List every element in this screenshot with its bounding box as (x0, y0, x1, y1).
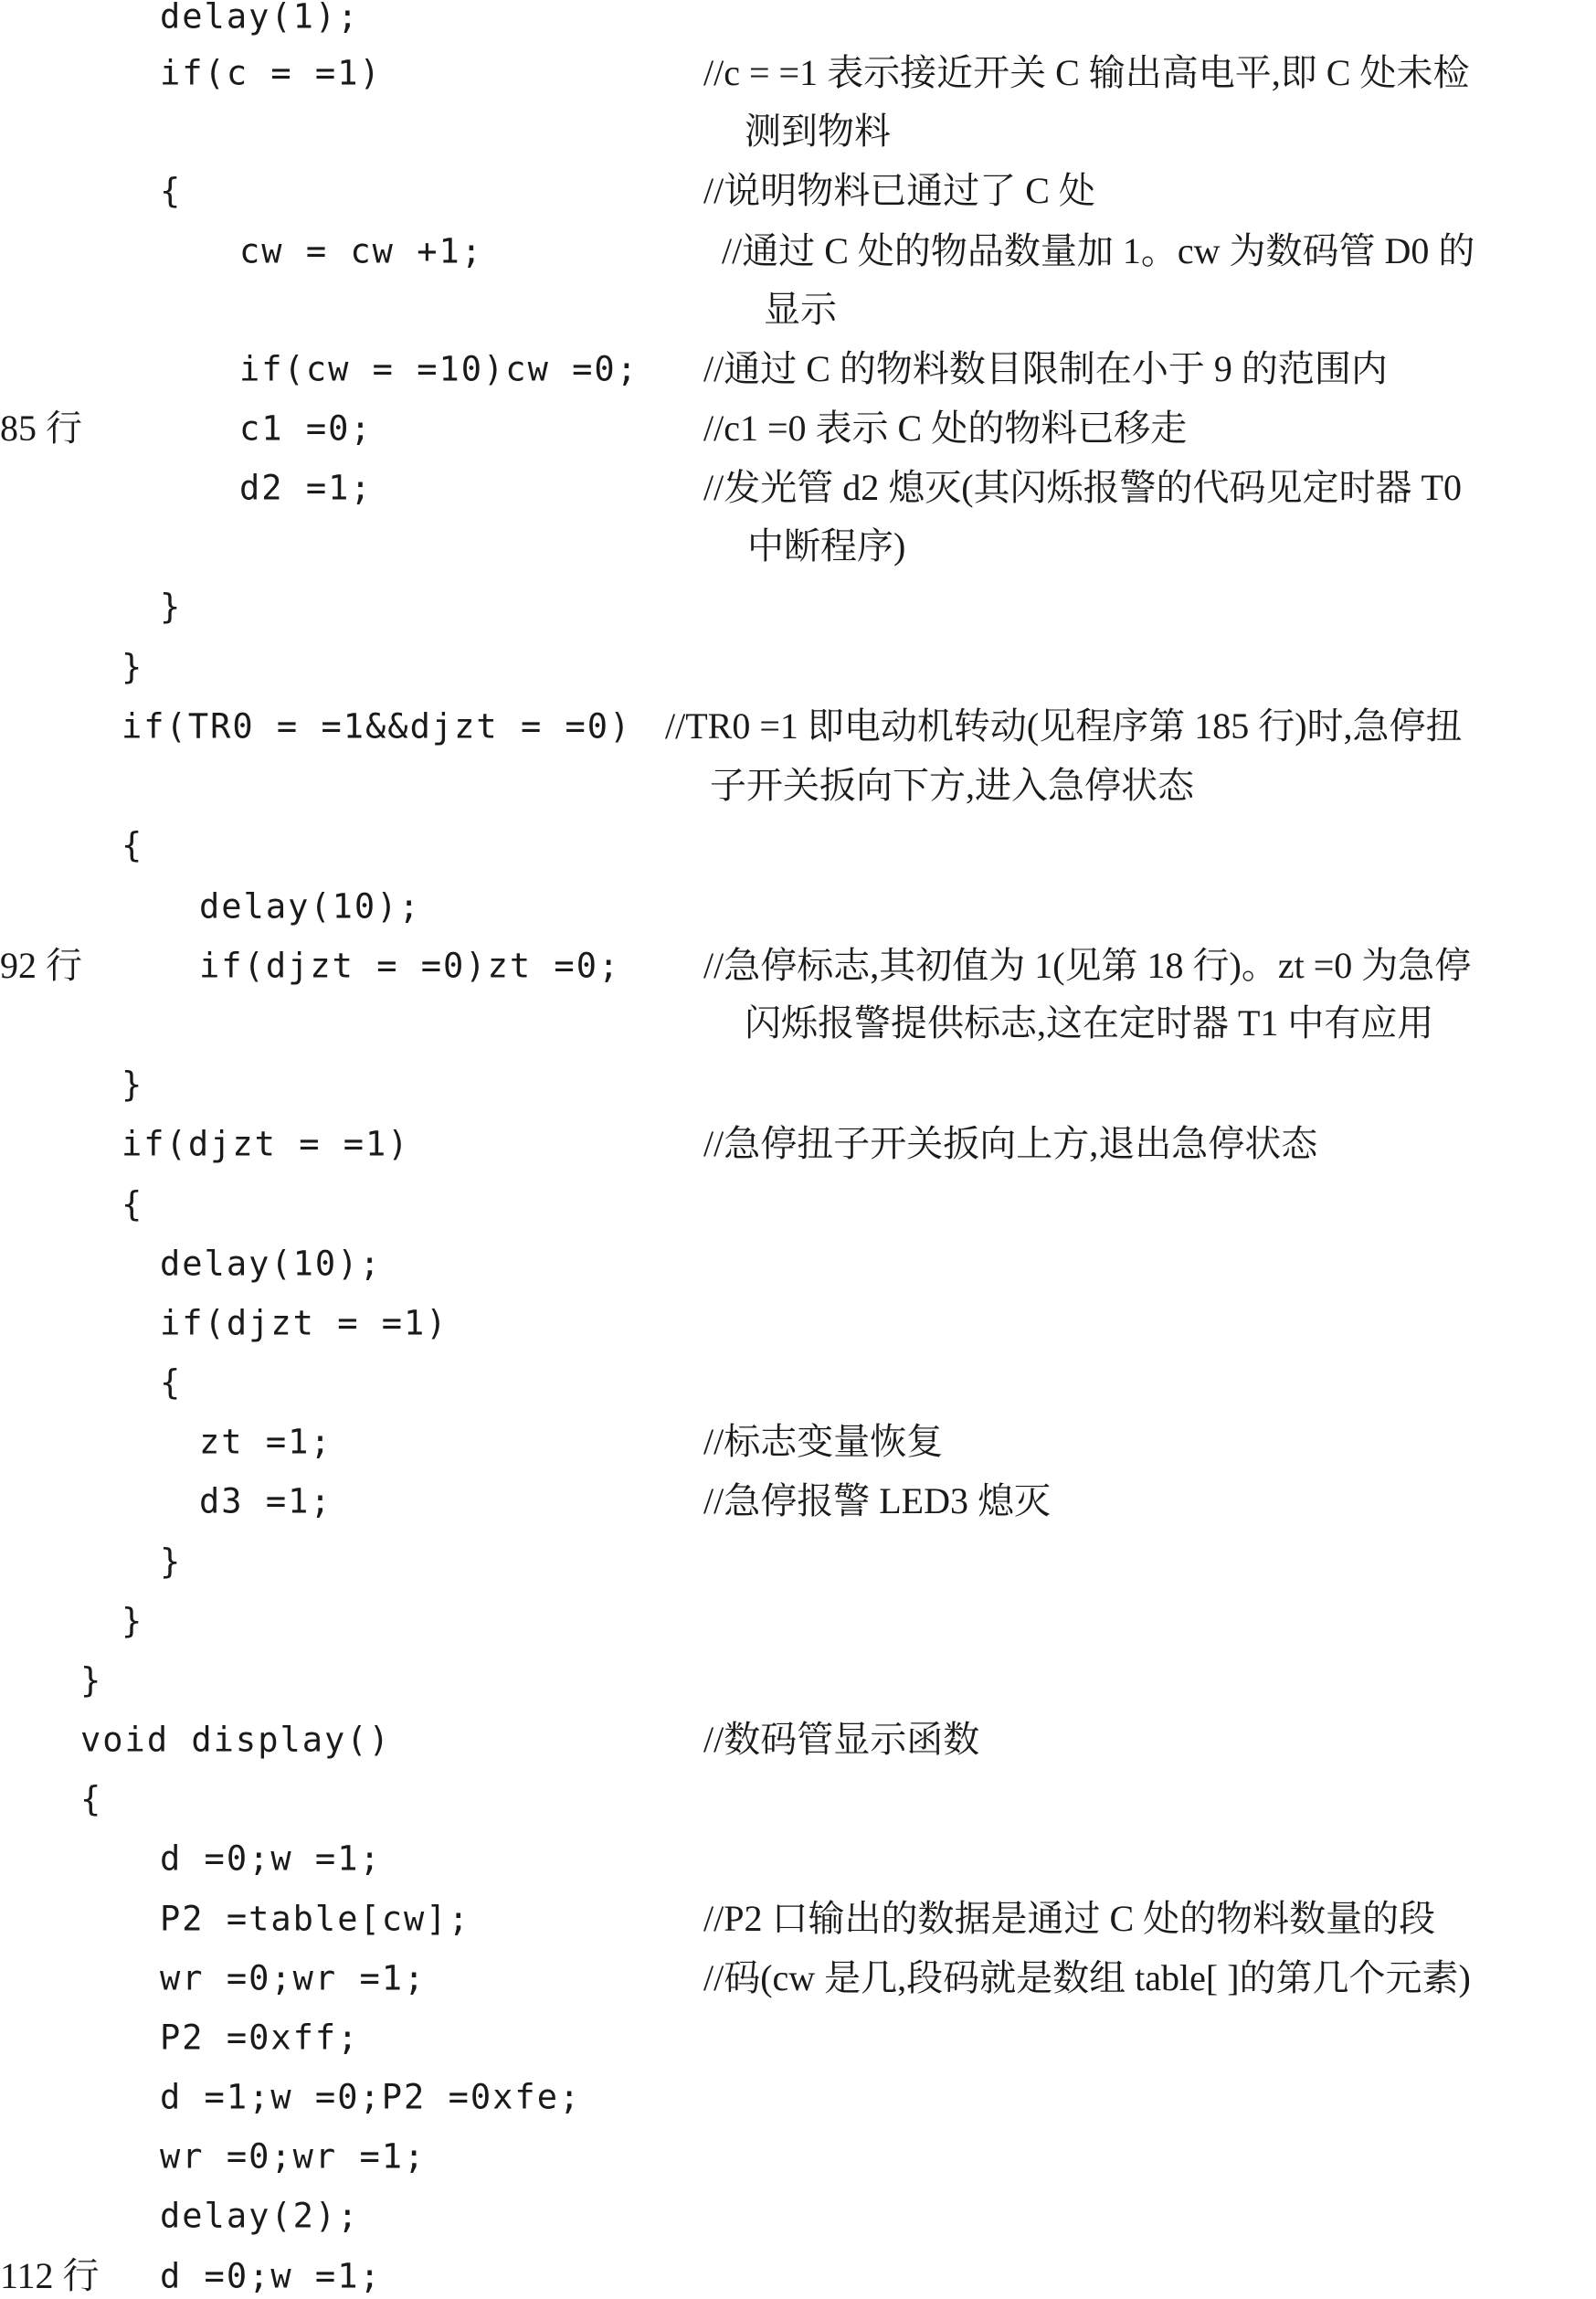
code-line: if(cw = =10)cw =0; (239, 349, 639, 389)
code-comment: //急停报警 LED3 熄灭 (703, 1480, 1051, 1521)
code-line: } (122, 1601, 144, 1641)
line-number-label: 92 行 (0, 945, 82, 986)
code-comment: //急停标志,其初值为 1(见第 18 行)。zt =0 为急停 (703, 945, 1472, 986)
code-line: if(c = =1) (160, 53, 382, 93)
code-line: d =1;w =0;P2 =0xfe; (160, 2077, 582, 2117)
code-comment: //发光管 d2 熄灭(其闪烁报警的代码见定时器 T0 (703, 467, 1462, 508)
code-line: } (160, 1541, 183, 1582)
code-comment: //c = =1 表示接近开关 C 输出高电平,即 C 处未检 (703, 52, 1470, 93)
code-line: if(djzt = =0)zt =0; (199, 946, 621, 986)
code-comment: //说明物料已通过了 C 处 (703, 170, 1095, 211)
code-line: void display() (80, 1720, 391, 1760)
code-line: d3 =1; (199, 1481, 333, 1521)
line-number-label: 85 行 (0, 408, 82, 449)
code-comment: //通过 C 处的物品数量加 1。cw 为数码管 D0 的 (722, 230, 1475, 271)
code-line: } (122, 1065, 144, 1105)
code-comment: //急停扭子开关扳向上方,退出急停状态 (703, 1123, 1318, 1164)
code-line: P2 =table[cw]; (160, 1899, 470, 1939)
code-line: delay(10); (199, 886, 421, 927)
code-line: cw = cw +1; (239, 231, 484, 271)
code-line: if(TR0 = =1&&djzt = =0) (122, 706, 632, 747)
code-comment: //数码管显示函数 (703, 1719, 980, 1760)
code-line: } (80, 1660, 103, 1700)
code-line: d2 =1; (239, 468, 373, 508)
code-line: c1 =0; (239, 408, 373, 449)
line-number-label: 112 行 (0, 2255, 100, 2296)
code-line: d =0;w =1; (160, 2256, 382, 2296)
code-comment: //P2 口输出的数据是通过 C 处的物料数量的段 (703, 1898, 1436, 1939)
code-comment: 测到物料 (745, 111, 891, 152)
code-comment: 中断程序) (747, 525, 906, 567)
code-comment: 子开关扳向下方,进入急停状态 (710, 765, 1194, 806)
code-line: { (160, 1362, 183, 1403)
code-line: delay(1); (160, 0, 360, 37)
code-line: wr =0;wr =1; (160, 2136, 427, 2177)
code-line: { (122, 1184, 144, 1224)
code-comment: 显示 (764, 289, 837, 330)
code-line: wr =0;wr =1; (160, 1958, 427, 1998)
code-comment: //TR0 =1 即电动机转动(见程序第 185 行)时,急停扭 (665, 705, 1463, 747)
code-line: P2 =0xff; (160, 2018, 360, 2058)
code-comment: 闪烁报警提供标志,这在定时器 T1 中有应用 (745, 1002, 1434, 1044)
code-comment: //码(cw 是几,段码就是数组 table[ ]的第几个元素) (703, 1957, 1471, 1998)
code-line: { (80, 1779, 103, 1819)
code-line: { (160, 171, 183, 211)
code-line: if(djzt = =1) (160, 1303, 449, 1343)
code-line: } (122, 647, 144, 687)
code-line: if(djzt = =1) (122, 1124, 410, 1164)
code-comment: //c1 =0 表示 C 处的物料已移走 (703, 408, 1188, 449)
code-line: { (122, 825, 144, 865)
code-line: delay(2); (160, 2196, 360, 2236)
code-line: zt =1; (199, 1422, 333, 1462)
code-line: d =0;w =1; (160, 1838, 382, 1879)
code-line: } (160, 587, 183, 627)
code-comment: //通过 C 的物料数目限制在小于 9 的范围内 (703, 348, 1388, 389)
code-comment: //标志变量恢复 (703, 1421, 944, 1462)
code-line: delay(10); (160, 1244, 382, 1284)
